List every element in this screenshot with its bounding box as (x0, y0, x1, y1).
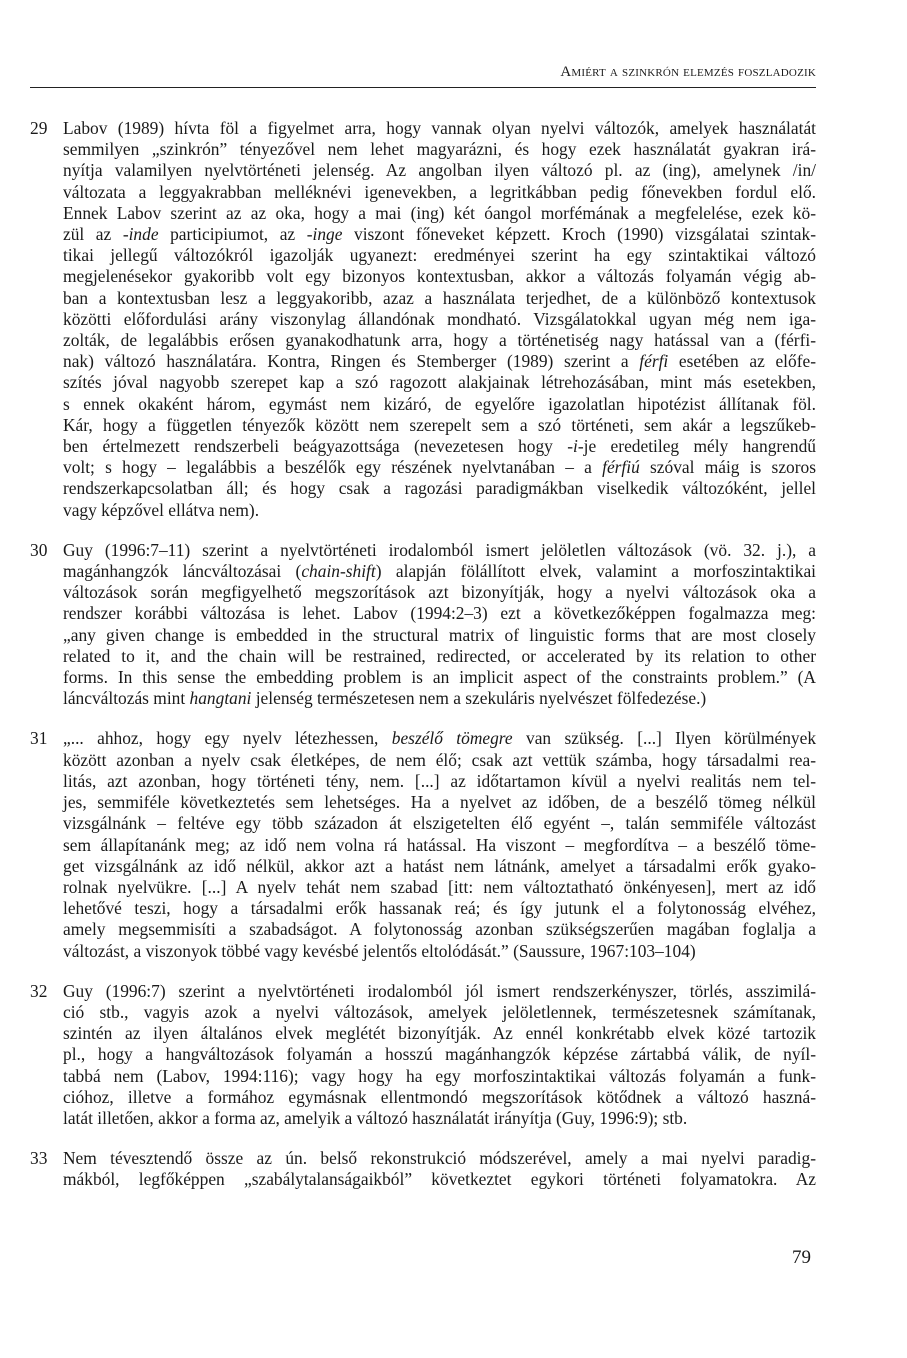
text-line: amely megsemmisíti a szabadságot. A folytonosság azonban szükségszerűen magában foglalja a (63, 919, 816, 940)
text-line: ció stb., vagyis azok a nyelvi változások, amelyek jelöletlennek, természetesnek számítanak, (63, 1001, 816, 1022)
footnote-text (63, 981, 816, 1129)
footnote (30, 1148, 816, 1190)
text-line: semmilyen „szinkrón” tényezővel nem lehet magyarázni, és hogy ezek használatát gyakran irá- (63, 139, 816, 160)
text-line: litás, azt azonban, hogy történeti tény, nem. [...] az időtartamon kívül a nyelvi realitás nem tel- (63, 770, 816, 791)
footnote-text (63, 118, 816, 521)
text-line: vagy képzővel ellátva nem). (63, 499, 260, 520)
footnote (30, 981, 816, 1129)
text-line: Nem tévesztendő össze az ún. belső rekonstrukció módszerével, amely a mai nyelvi paradig- (63, 1148, 816, 1169)
text-line: között azonban a nyelv csak életképes, de nem élő; csak azt vettük számba, hogy társadalmi rea- (63, 749, 816, 770)
text-line: latát illetően, akkor a forma az, amelyik a változó használatát irányítja (Guy, 1996:9); stb. (63, 1107, 688, 1128)
text-line: láncváltozás mint hangtani jelenség természetesen nem a szekuláris nyelvészet fölfedezése.) (63, 688, 707, 709)
text-line: változást, a viszonyok többé vagy kevésbé jelentős eltolódását.” (Saussure, 1967:103–104) (63, 940, 696, 961)
footnote (30, 118, 816, 521)
footnote-number: 30 (30, 539, 48, 560)
text-line: cióhoz, illetve a formához egymásnak ellentmondó megszorítások kötődnek a változó haszná- (63, 1086, 816, 1107)
text-line: tikai jellegű változókról igazolják ugyanezt: eredményei szerint ha egy szintaktikai változó (63, 245, 816, 266)
text-line: related to it, and the chain will be restrained, redirected, or accelerated by its relation to other (63, 645, 816, 666)
text-line: jes, semmiféle következtetés sem lehetséges. Ha a nyelvet az időben, de a beszélő tömeg nélkül (63, 792, 816, 813)
text-line: zül az -inde participiumot, az -inge viszont főneveket képzett. Kroch (1990) vizsgálatai szintak- (63, 224, 816, 245)
footnotes (30, 118, 816, 1210)
text-line: nak) változó használatára. Kontra, Ringen és Stemberger (1989) szerint a férfi esetében az előfe- (63, 351, 816, 372)
text-line: get vizsgálnánk az idő nélkül, akkor azt a hatást nem látnánk, amelyet a társadalmi erők gyako- (63, 855, 816, 876)
text-line: változások során megfigyelhető megszorítások azt bizonyítják, hogy a nyelvi változások oka a (63, 582, 816, 603)
footnote-text (63, 540, 816, 710)
text-line: megjelenésekor gyakoribb volt egy bizonyos kontextusban, akkor a változás folyamán végig ab- (63, 266, 816, 287)
text-line: Kár, hogy a független tényezők között nem szerepelt sem a szó történeti, sem akár a legszűkeb- (63, 414, 816, 435)
text-line: magánhangzók láncváltozásai (chain-shift) alapján fölállított elvek, valamint a morfoszintaktikai (63, 561, 816, 582)
text-line: Labov (1989) hívta föl a figyelmet arra, hogy vannak olyan nyelvi változók, amelyek használatát (63, 118, 816, 138)
text-line: vizsgálnánk – feltéve egy több századon át elszigetelten élő egyént –, talán semmiféle változást (63, 813, 816, 834)
footnote-text (63, 1148, 816, 1190)
text-line: Guy (1996:7) szerint a nyelvtörténeti irodalomból jól ismert rendszerkényszer, törlés, asszimilá- (63, 980, 816, 1001)
text-line: lehetővé teszi, hogy a társadalmi erők hassanak reá; és így jutunk el a folytonosság elvéhez, (63, 898, 816, 919)
text-line: nyítja valamilyen nyelvtörténeti jelenség. Az angolban ilyen változó pl. az (ing), amelynek /in/ (63, 160, 816, 181)
text-line: „any given change is embedded in the structural matrix of linguistic forms that are most closely (63, 624, 816, 645)
text-line: közötti előfordulási arány viszonylag állandónak mondható. Vizsgálatokkal ugyan még nem iga- (63, 308, 816, 329)
text-line: zolták, de legalábbis erősen gyanakodhatunk arra, hogy a történetiség nagy hatással van a (férfi- (63, 330, 816, 351)
footnote (30, 540, 816, 710)
footnote-number: 29 (30, 118, 48, 138)
text-line: Guy (1996:7–11) szerint a nyelvtörténeti irodalomból ismert jelöletlen változások (vö. 32. j.), a (63, 539, 816, 560)
text-line: rolnak nyelvükre. [...] A nyelv tehát nem szabad [itt: nem változtatható önkényesen], mert az idő (63, 876, 816, 897)
footnote-number: 31 (30, 728, 48, 749)
text-line: sem állapítanánk meg; az idő nem volna rá hatással. Ha viszont – megfordítva – a beszélő töme- (63, 834, 816, 855)
footnote-text (63, 728, 816, 961)
page-number: 79 (792, 1247, 811, 1268)
text-line: rendszerkapcsolatban áll; és hogy csak a ragozási paradigmákban viselkedik változóként, jellel (63, 478, 816, 499)
text-line: szintén az ilyen általános elvek meglétét bizonyítják. Az ennél konkrétabb elvek közé tartozik (63, 1023, 816, 1044)
text-line: rendszer korábbi változása is lehet. Labov (1994:2–3) ezt a következőképpen fogalmazza meg: (63, 603, 816, 624)
footnote-number: 33 (30, 1148, 48, 1169)
text-line: ben értelmezett rendszerbeli beágyazottsága (nevezetesen hogy -i-je eredetileg mély hangrendű (63, 436, 816, 457)
running-header (30, 64, 816, 88)
running-title: Amiért a szinkrón elemzés foszladozik (560, 64, 816, 80)
text-line: ban a kontextusban lesz a leggyakoribb, azaz a használata terjedhet, de a különböző kontextusok (63, 287, 816, 308)
text-line: forms. In this sense the embedding problem is an implicit aspect of the constraints problem.” (A (63, 667, 816, 688)
text-line: „... ahhoz, hogy egy nyelv létezhessen, beszélő tömegre van szükség. [...] Ilyen körülmények (63, 728, 817, 749)
text-line: Ennek Labov szerint az az oka, hogy a mai (ing) két óangol morfémának a megfelelése, ezek kö- (63, 202, 816, 223)
text-line: mákból, legfőképpen „szabálytalanságaikból” következtet egykori történeti folyamatokra. Az (63, 1169, 816, 1190)
text-line: változata a leggyakrabban melléknévi igenevekben, a legritkábban pedig főnevekben fordul elő. (63, 181, 816, 202)
footnote-number: 32 (30, 980, 48, 1001)
text-line: volt; s hogy – legalábbis a beszélők egy részének nyelvtanában – a férfiú szóval máig is szoros (63, 457, 816, 478)
text-line: s ennek okaként három, egymást nem kizáró, de egyelőre igazolatlan hipotézist állítanak föl. (63, 393, 816, 414)
text-line: pl., hogy a hangváltozások folyamán a hosszú magánhangzók képzése zártabbá válik, de nyíl- (63, 1044, 816, 1065)
text-line: szítés jóval nagyobb szerepet kap a szó ragozott alakjainak létrehozásában, mint más esetekben, (63, 372, 816, 393)
footnote (30, 728, 816, 961)
text-line: tabbá nem (Labov, 1994:116); vagy hogy ha egy morfoszintaktikai változás folyamán a funk- (63, 1065, 816, 1086)
